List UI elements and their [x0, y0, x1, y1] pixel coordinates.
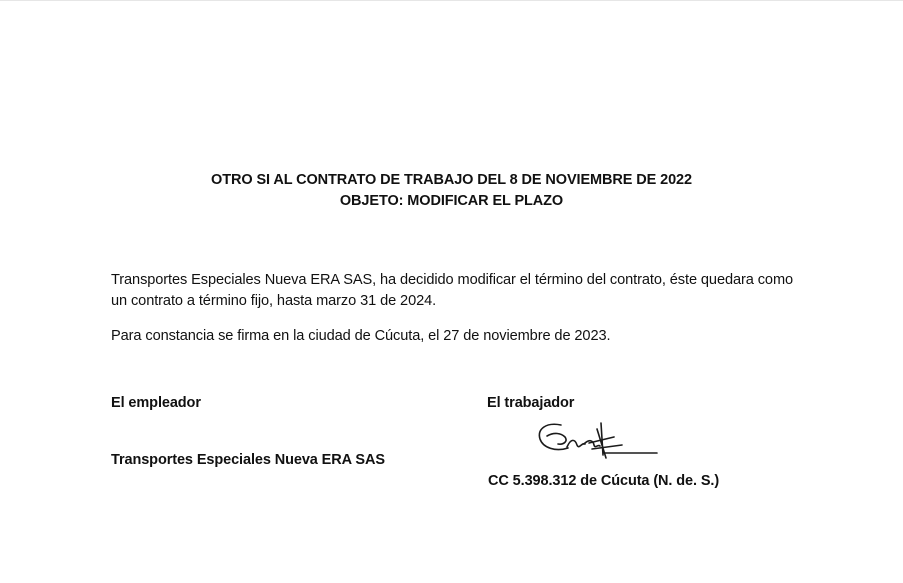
worker-label: El trabajador	[487, 395, 575, 411]
employer-label: El empleador	[111, 395, 201, 411]
body-paragraph-constancy: Para constancia se firma en la ciudad de Cúcuta, el 27 de noviembre de 2023.	[111, 328, 611, 344]
document-subtitle: OBJETO: MODIFICAR EL PLAZO	[339, 193, 564, 209]
handwritten-signature	[534, 417, 660, 467]
worker-id: CC 5.398.312 de Cúcuta (N. de. S.)	[488, 473, 720, 489]
document-title: OTRO SI AL CONTRATO DE TRABAJO DEL 8 DE NOVIEMBRE DE 2022	[211, 172, 692, 188]
employer-name: Transportes Especiales Nueva ERA SAS	[111, 452, 385, 468]
body-paragraph-modification: Transportes Especiales Nueva ERA SAS, ha decidido modificar el término del contrato, éste quedara como un contrato a término fijo, hasta marzo 31 de 2024.	[111, 272, 794, 309]
